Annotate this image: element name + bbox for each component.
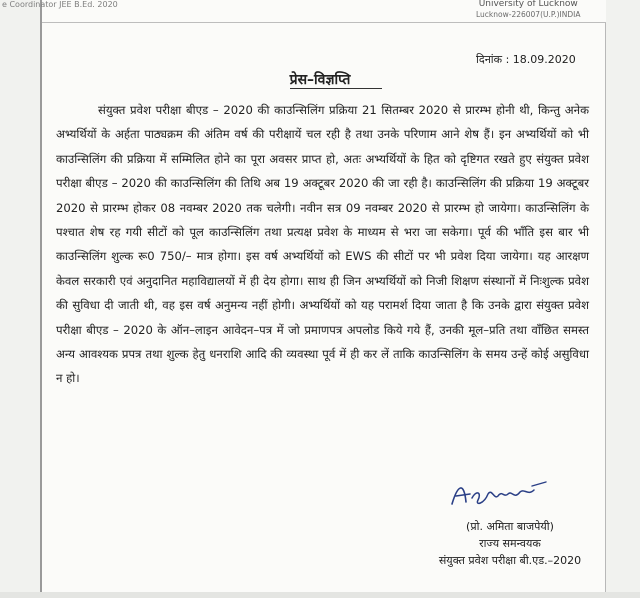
press-release-body: संयुक्त प्रवेश परीक्षा बीएड – 2020 की काउन्सिलिंग प्रक्रिया 21 सितम्बर 2020 से प्रारम्भ होनी थी, किन्तु अनेक अभ्यर्थियों के अर्हता पाठ्यक्रम की अंतिम वर्ष की परीक्षायें चल रही है तथा उनके परिणाम आने शेष हैं। इन अभ्यर्थियों को भी काउन्सिलिंग की प्रक्रिया में सम्मिलित होने का पूरा अवसर प्राप्त हो, अतः अभ्यर्थियों के हित को दृष्टिगत रखते हुए संयुक्त प्रवेश परीक्षा बीएड – 2020 की काउन्सिलिंग की तिथि अब 19 अक्टूबर 2020 की जा रही है। काउन्सिलिंग की प्रक्रिया 19 अक्टूबर 2020 से प्रारम्भ होकर 08 नवम्बर 2020 तक चलेगी। नवीन सत्र 09 नवम्बर 2020 से प्रारम्भ हो जायेगा। काउन्सिलिंग के पश्चात शेष रह गयी सीटों को पूल काउन्सिलिंग तथा प्रत्यक्ष प्रवेश के माध्यम से भरा जा सकेगा। पूर्व की भाँति इस बार भी काउन्सिलिंग शुल्क रू0 750/– मात्र होगा। इस वर्ष अभ्यर्थियों को EWS की सीटों पर भी प्रवेश दिया जायेगा। यह आरक्षण केवल सरकारी एवं अनुदानित महाविद्यालयों में ही देय होगा। साथ ही जिन अभ्यर्थियों को निजी शिक्षण संस्थानों में निःशुल्क प्रवेश की सुविधा दी जाती थी, वह इस वर्ष अनुमन्य नहीं होगी। अभ्यर्थियों को यह परामर्श दिया जाता है कि उनके द्वारा संयुक्त प्रवेश परीक्षा बीएड – 2020 के ऑन–लाइन आवेदन–पत्र में जो प्रमाणपत्र अपलोड किये गये हैं, उनकी मूल–प्रति तथा वाँछित समस्त अन्य आवश्यक प्रपत्र तथा शुल्क हेतु धनराशि आदि की व्यवस्था पूर्व में ही कर लें ताकि काउन्सिलिंग के समय उन्हें कोई असुविधा न हो। bbox=[56, 103, 589, 386]
page-title: प्रेस–विज्ञप्ति bbox=[289, 72, 351, 88]
page-bottom-shadow bbox=[0, 592, 640, 598]
signature-block bbox=[390, 518, 630, 569]
handwritten-signature bbox=[448, 478, 558, 516]
university-address: Lucknow-226007(U.P.)INDIA bbox=[476, 10, 581, 19]
title-underline bbox=[290, 88, 382, 89]
university-name: University of Lucknow bbox=[478, 0, 578, 9]
document-date: दिनांक : 18.09.2020 bbox=[476, 53, 576, 66]
header-divider bbox=[42, 22, 606, 23]
letterhead-left-text: e Coordinator JEE B.Ed. 2020 bbox=[2, 0, 118, 9]
signatory-name: (प्रो. अमिता बाजपेयी) bbox=[466, 520, 554, 533]
page-right-edge bbox=[605, 22, 606, 592]
letterhead-right bbox=[476, 0, 580, 21]
signatory-designation: राज्य समन्वयक bbox=[479, 537, 541, 550]
signatory-organization: संयुक्त प्रवेश परीक्षा बी.एड.–2020 bbox=[438, 554, 582, 567]
